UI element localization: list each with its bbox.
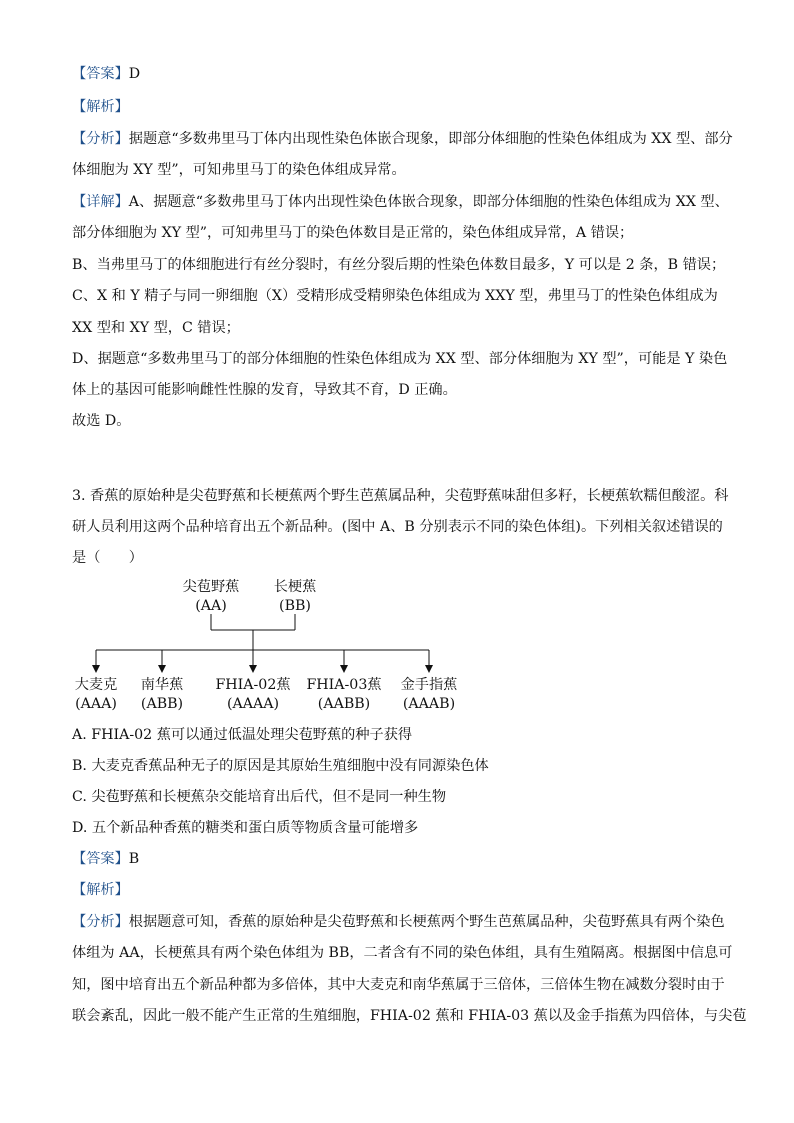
answer-line-3: [72, 849, 139, 869]
option-c-explanation-1: C、X 和 Y 精子与同一卵细胞（X）受精形成受精卵染色体组成为 XXY 型，弗里马丁的性染色体组成为: [72, 288, 718, 304]
analysis-tag: 【解析】: [72, 882, 129, 898]
question3-stem-1: 3. 香蕉的原始种是尖苞野蕉和长梗蕉两个野生芭蕉属品种，尖苞野蕉味甜但多籽，长梗蕉软糯但酸涩。科: [72, 488, 729, 504]
offspring-genome-3: (AAAA): [226, 696, 280, 712]
parent-name-a: 尖苞野蕉: [182, 579, 240, 595]
option-c: C. 尖苞野蕉和长梗蕉杂交能培育出后代，但不是同一种生物: [72, 789, 447, 805]
xiangjie-text: A、据题意“多数弗里马丁体内出现性染色体嵌合现象，即部分体细胞的性染色体组成为 XX 型、: [128, 194, 729, 210]
option-a: A. FHIA-02 蕉可以通过低温处理尖苞野蕉的种子获得: [72, 727, 413, 743]
question3-stem-3: 是（ ）: [72, 550, 143, 566]
fenxi-text: 据题意“多数弗里马丁体内出现性染色体嵌合现象，即部分体细胞的性染色体组成为 XX 型、部分: [128, 131, 733, 147]
q3-fenxi-line-1: [72, 912, 725, 932]
option-c-explanation-2: XX 型和 XY 型，C 错误；: [72, 320, 240, 336]
answer-value: B: [128, 851, 140, 867]
offspring-genome-5: (AAAB): [402, 696, 456, 712]
q3-fenxi-line-2: 体组为 AA，长梗蕉具有两个染色体组为 BB，二者含有不同的染色体组，具有生殖隔离。根据图中信息可: [72, 945, 733, 961]
analysis-heading-3: [72, 880, 129, 900]
offspring-name-3: FHIA-02蕉: [215, 677, 291, 693]
option-b-explanation: B、当弗里马丁的体细胞进行有丝分裂时，有丝分裂后期的性染色体数目最多，Y 可以是 2 条，B 错误；: [72, 257, 726, 273]
answer-value: D: [128, 66, 141, 82]
q3-fenxi-line-4: 联会紊乱，因此一般不能产生正常的生殖细胞，FHIA-02 蕉和 FHIA-03 蕉以及金手指蕉为四倍体，与尖苞: [72, 1008, 747, 1024]
offspring-genome-4: (AABB): [317, 696, 371, 712]
xiangjie-tag: 【详解】: [72, 194, 129, 210]
xiangjie-line-2: 部分体细胞为 XY 型”，可知弗里马丁的染色体数目是正常的，染色体组成异常，A 错误；: [72, 225, 634, 241]
offspring-name-5: 金手指蕉: [400, 677, 458, 693]
option-d-explanation-2: 体上的基因可能影响雌性性腺的发育，导致其不育，D 正确。: [72, 382, 457, 398]
answer-tag: 【答案】: [72, 66, 129, 82]
parent-genome-a: (AA): [195, 598, 227, 614]
q3-fenxi-line-3: 知，图中培育出五个新品种都为多倍体，其中大麦克和南华蕉属于三倍体，三倍体生物在减数分裂时由于: [72, 977, 725, 993]
conclusion: 故选 D。: [72, 413, 131, 429]
fenxi-text: 根据题意可知，香蕉的原始种是尖苞野蕉和长梗蕉两个野生芭蕉属品种，尖苞野蕉具有两个染色: [128, 914, 725, 930]
fenxi-tag: 【分析】: [72, 131, 129, 147]
fenxi-tag: 【分析】: [72, 914, 129, 930]
option-b: B. 大麦克香蕉品种无子的原因是其原始生殖细胞中没有同源染色体: [72, 758, 489, 774]
fenxi-line-2: 体细胞为 XY 型”，可知弗里马丁的染色体组成异常。: [72, 162, 406, 178]
question3-stem-2: 研人员利用这两个品种培育出五个新品种。(图中 A、B 分别表示不同的染色体组)。下列相关叙述错误的: [72, 519, 723, 535]
option-d: D. 五个新品种香蕉的糖类和蛋白质等物质含量可能增多: [72, 820, 419, 836]
offspring-genome-1: (AAA): [75, 696, 117, 712]
answer-tag: 【答案】: [72, 851, 129, 867]
analysis-tag: 【解析】: [72, 99, 129, 115]
parent-name-b: 长梗蕉: [273, 579, 317, 595]
parent-genome-b: (BB): [279, 598, 311, 614]
offspring-name-2: 南华蕉: [140, 677, 184, 693]
offspring-name-1: 大麦克: [74, 677, 118, 693]
offspring-name-4: FHIA-03蕉: [306, 677, 382, 693]
option-d-explanation-1: D、据题意“多数弗里马丁的部分体细胞的性染色体组成为 XX 型、部分体细胞为 XY 型”，可能是 Y 染色: [72, 351, 728, 367]
offspring-genome-2: (ABB): [140, 696, 184, 712]
